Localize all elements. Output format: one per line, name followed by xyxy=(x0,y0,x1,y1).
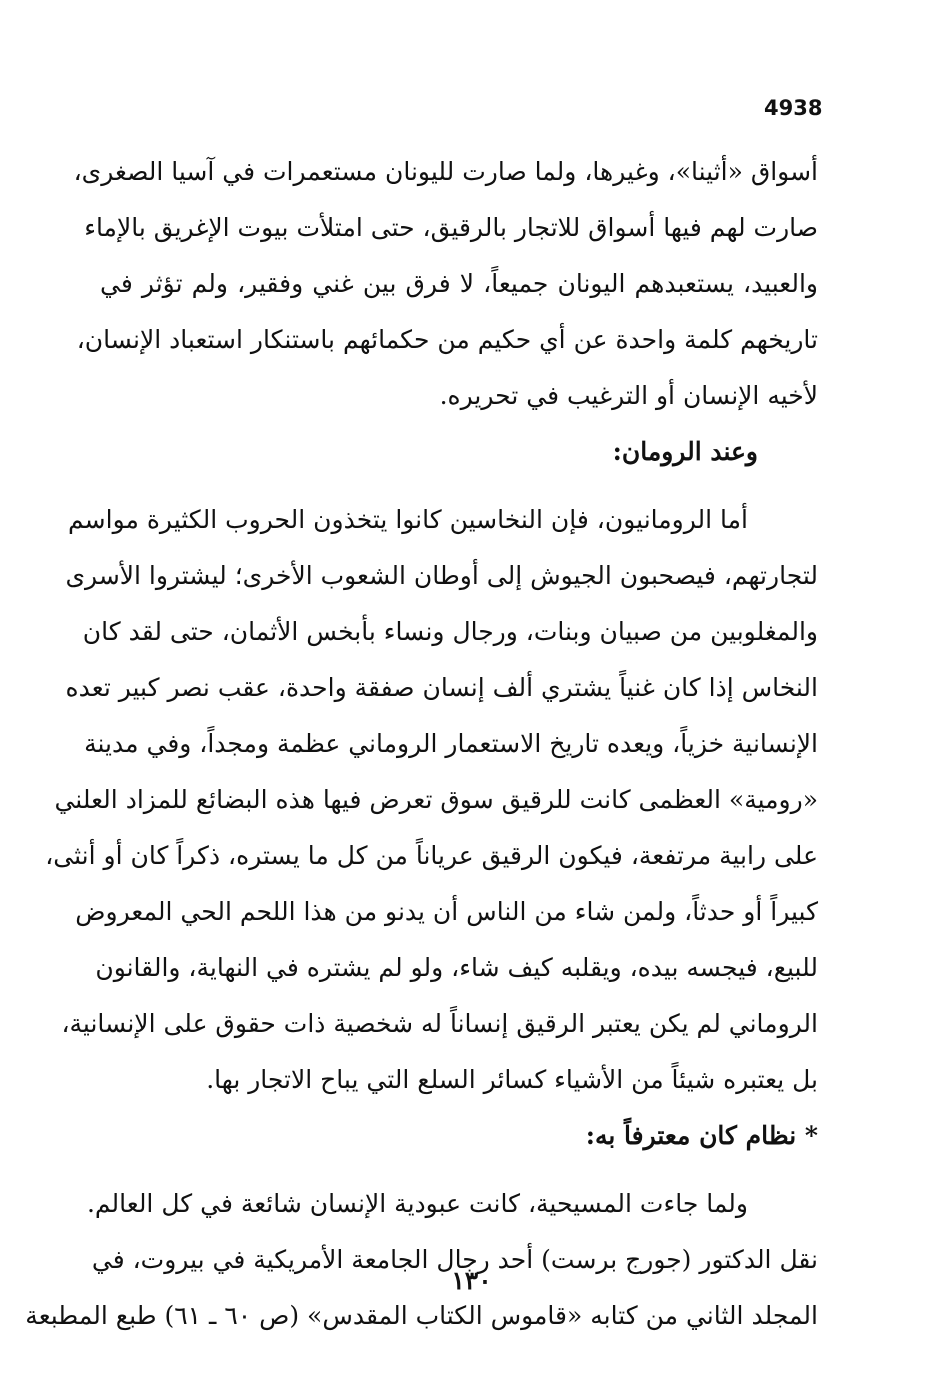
paragraph-line: نقل الدكتور (جورج برست) أحد رجال الجامعة الأمريكية في بيروت، في xyxy=(91,1245,818,1274)
paragraph-line: أسواق «أثينا»، وغيرها، ولما صارت لليونان مستعمرات في آسيا الصغرى، xyxy=(73,157,818,186)
paragraph-line: كبيراً أو حدثاً، ولمن شاء من الناس أن يدنو من هذا اللحم الحي المعروض xyxy=(75,897,818,926)
paragraph-line: أما الرومانيون، فإن النخاسين كانوا يتخذون الحروب الكثيرة مواسم xyxy=(68,505,748,534)
paragraph-line: والمغلوبين من صبيان وبنات، ورجال ونساء بأبخس الأثمان، حتى لقد كان xyxy=(82,617,818,646)
paragraph-line: الروماني لم يكن يعتبر الرقيق إنساناً له شخصية ذات حقوق على الإنسانية، xyxy=(61,1009,818,1038)
paragraph-line: المجلد الثاني من كتابه «قاموس الكتاب المقدس» (ص ٦٠ ـ ٦١) طبع المطبعة xyxy=(25,1301,818,1330)
paragraph-line: للبيع، فيجسه بيده، ويقلبه كيف شاء، ولو لم يشتره في النهاية، والقانون xyxy=(95,953,818,982)
page-number-bottom: ١٣٠ xyxy=(451,1266,492,1295)
section-spacer xyxy=(100,1164,818,1176)
page-body xyxy=(25,144,818,1344)
paragraph-line: «رومية» العظمى كانت للرقيق سوق تعرض فيها هذه البضائع للمزاد العلني xyxy=(54,785,818,814)
section-heading-romans: وعند الرومان: xyxy=(612,437,758,466)
paragraph-line: بل يعتبره شيئاً من الأشياء كسائر السلع التي يباح الاتجار بها. xyxy=(206,1065,818,1094)
paragraph-line: النخاس إذا كان غنياً يشتري ألف إنسان صفقة واحدة، عقب نصر كبير تعده xyxy=(65,673,818,702)
paragraph-line: على رابية مرتفعة، فيكون الرقيق عرياناً من كل ما يستره، ذكراً كان أو أنثى، xyxy=(45,841,818,870)
paragraph-line: لتجارتهم، فيصحبون الجيوش إلى أوطان الشعوب الأخرى؛ ليشتروا الأسرى xyxy=(65,561,818,590)
paragraph-line: لأخيه الإنسان أو الترغيب في تحريره. xyxy=(439,381,818,410)
section-heading-recognized-system: * نظام كان معترفاً به: xyxy=(585,1121,818,1150)
paragraph-line: صارت لهم فيها أسواق للاتجار بالرقيق، حتى امتلأت بيوت الإغريق بالإماء xyxy=(84,213,818,242)
section-spacer xyxy=(100,480,818,492)
paragraph-line: ولما جاءت المسيحية، كانت عبودية الإنسان شائعة في كل العالم. xyxy=(86,1189,748,1218)
paragraph-line: والعبيد، يستعبدهم اليونان جميعاً، لا فرق بين غني وفقير، ولم تؤثر في xyxy=(100,269,818,298)
paragraph-line: تاريخهم كلمة واحدة عن أي حكيم من حكمائهم باستنكار استعباد الإنسان، xyxy=(76,325,818,354)
paragraph-line: الإنسانية خزياً، ويعده تاريخ الاستعمار الروماني عظمة ومجداً، وفي مدينة xyxy=(84,729,818,758)
page-number-top: 4938 xyxy=(764,96,823,120)
